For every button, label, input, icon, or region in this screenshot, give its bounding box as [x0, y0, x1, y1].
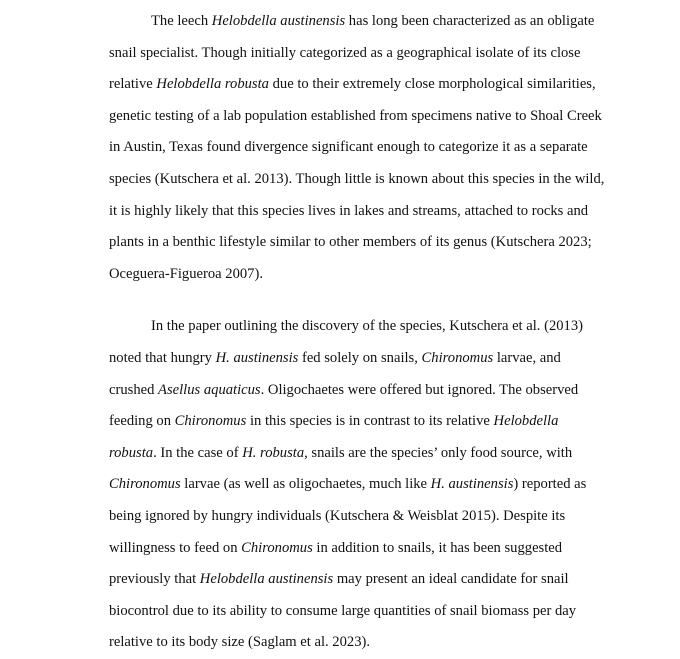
- text-run: has long been characterized as an obligate snail specialist. Though initially categorized as a geographical isolate of its close relative: [109, 13, 595, 93]
- text-run: may present an ideal candidate for snail biocontrol due to its ability to consume large quantities of snail biomass per day relative to its body size (Saglam et al. 2023).: [109, 571, 577, 651]
- species-name: H. austinensis: [430, 476, 514, 493]
- text-run: due to their extremely close morphological similarities, genetic testing of a lab population established from specimens native to Shoal Creek in Austin, Texas found divergence significant enough to categorize it as a separate species (Kutschera et al. 2013). Though little is known about this species in the wild, it is highly likely that this species lives in lakes and streams, attached to rocks and plants in a benthic lifestyle similar to other members of its genus (Kutschera 2023; Oceguera-Figueroa 2007).: [109, 76, 605, 282]
- text-run: In the paper outlining the discovery of the species, Kutschera et al. (2013) noted that hungry: [109, 318, 583, 366]
- text-run: in this species is in contrast to its relative: [246, 413, 494, 430]
- species-name: Helobdella robusta: [156, 76, 269, 93]
- species-name: H. austinensis: [215, 349, 299, 366]
- text-run: The leech: [151, 13, 212, 29]
- document-page: [109, 6, 609, 659]
- species-name: Chironomus: [241, 539, 313, 556]
- species-name: Helobdella robusta: [109, 413, 559, 461]
- paragraph-2: [109, 311, 609, 659]
- text-run: . Oligochaetes were offered but ignored. The observed feeding on: [109, 381, 579, 430]
- species-name: Chironomus: [174, 413, 247, 430]
- species-name: Chironomus: [421, 349, 494, 366]
- text-run: larvae, and crushed: [109, 349, 561, 398]
- text-run: fed solely on snails,: [298, 349, 422, 366]
- species-name: Chironomus: [109, 476, 181, 493]
- text-run: in addition to snails, it has been suggested previously that: [109, 539, 563, 588]
- species-name: H. robusta: [242, 444, 305, 461]
- species-name: Helobdella austinensis: [199, 571, 334, 588]
- text-run: larvae (as well as oligochaetes, much like: [180, 476, 431, 493]
- paragraph-1: [109, 6, 609, 290]
- text-run: , snails are the species’ only food source, with: [304, 444, 573, 461]
- species-name: Asellus aquaticus: [158, 381, 261, 398]
- text-run: ) reported as being ignored by hungry individuals (Kutschera & Weisblat 2015). Despite its willingness to feed on: [109, 476, 587, 556]
- species-name: Helobdella austinensis: [211, 13, 346, 29]
- text-run: . In the case of: [153, 444, 243, 461]
